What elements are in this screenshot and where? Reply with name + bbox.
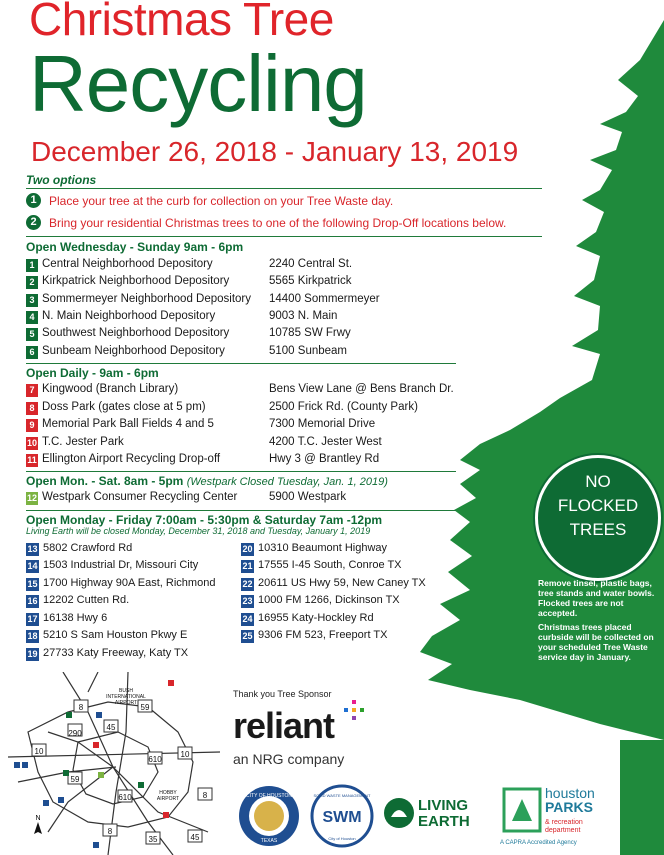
houston-parks-subtitle: & recreation department — [545, 819, 583, 834]
location-number: 10 — [26, 438, 37, 448]
location-address: 1000 FM 1266, Dickinson TX — [258, 594, 400, 606]
location-number: 17 — [27, 614, 38, 624]
svg-text:TEXAS: TEXAS — [260, 838, 278, 844]
highway-59-south: 59 — [70, 775, 80, 784]
badge-line-1: NO — [585, 472, 611, 491]
location-number: 2 — [26, 276, 38, 289]
section-heading-wed-sun: Open Wednesday - Sunday 9am - 6pm — [26, 240, 244, 254]
houston-parks-line-1: houston — [545, 785, 595, 801]
location-name: Kirkpatrick Neighborhood Depository — [42, 275, 230, 287]
location-address: 9306 FM 523, Freeport TX — [258, 629, 388, 641]
airport-label: BUSH — [119, 688, 133, 694]
location-name: Ellington Airport Recycling Drop-off — [42, 453, 221, 465]
divider — [26, 471, 456, 472]
location-address: 17555 I-45 South, Conroe TX — [258, 559, 402, 571]
divider — [26, 188, 542, 189]
title-line-2: Recycling — [29, 39, 367, 128]
location-name: Doss Park (gates close at 5 pm) — [42, 401, 206, 413]
highway-290: 290 — [68, 729, 82, 738]
highway-8-south: 8 — [107, 827, 113, 836]
location-name: Central Neighborhood Depository — [42, 258, 213, 270]
living-earth-logo-text: LIVING EARTH — [418, 797, 470, 830]
location-number: 21 — [242, 561, 253, 571]
location-number: 13 — [27, 544, 38, 554]
location-address: 16955 Katy-Hockley Rd — [258, 612, 374, 624]
location-number: 22 — [242, 579, 253, 589]
location-name: Sunbeam Neighborhood Depository — [42, 345, 225, 357]
location-name: Kingwood (Branch Library) — [42, 383, 179, 395]
hobby-label: HOBBY — [159, 790, 177, 796]
location-number: 24 — [242, 614, 253, 624]
section-heading-text: Open Mon. - Sat. 8am - 5pm — [26, 474, 184, 488]
svg-text:CITY OF HOUSTON: CITY OF HOUSTON — [246, 793, 292, 799]
location-number: 8 — [26, 402, 38, 415]
location-address: 4200 T.C. Jester West — [269, 436, 382, 448]
houston-parks-icon — [502, 787, 542, 833]
location-address: 27733 Katy Freeway, Katy TX — [43, 647, 189, 659]
location-address: 5900 Westpark — [269, 491, 347, 503]
badge-line-2: FLOCKED — [557, 496, 639, 515]
highway-59: 59 — [140, 703, 150, 712]
location-address: 12202 Cutten Rd. — [43, 594, 130, 606]
option-number: 2 — [26, 215, 41, 230]
highway-45-south: 45 — [190, 833, 200, 842]
location-address: 5565 Kirkpatrick — [269, 275, 352, 287]
location-map — [8, 672, 220, 855]
divider — [26, 510, 456, 511]
reliant-sparkle-icon — [340, 700, 370, 724]
svg-text:N: N — [35, 815, 41, 822]
location-number: 5 — [26, 328, 38, 341]
capra-accreditation: A CAPRA Accredited Agency — [500, 840, 577, 846]
living-earth-closure-note: Living Earth will be closed Monday, December 31, 2018 and Tuesday, January 1, 2019 — [26, 526, 371, 536]
location-address: 20611 US Hwy 59, New Caney TX — [258, 577, 426, 589]
svg-text:SWM: SWM — [322, 809, 362, 826]
location-address: Bens View Lane @ Bens Branch Dr. — [269, 383, 454, 395]
no-flocked-trees-badge — [535, 455, 661, 581]
option-1 — [26, 193, 393, 208]
tinsel-note: Remove tinsel, plastic bags, tree stands and water bowls. Flocked trees are not accepted. — [538, 578, 655, 618]
location-address: Hwy 3 @ Brantley Rd — [269, 453, 380, 465]
houston-parks-line-2: PARKS — [545, 799, 593, 815]
title-line-1: Christmas Tree — [29, 0, 334, 45]
location-name: Southwest Neighborhood Depository — [42, 327, 230, 339]
living-earth-leaf-icon — [383, 797, 415, 829]
curbside-note: Christmas trees placed curbside will be collected on your scheduled Tree Waste service day in January. — [538, 622, 654, 662]
airport-label: INTERNATIONAL — [106, 694, 146, 700]
location-number: 6 — [26, 346, 38, 359]
location-name: Westpark Consumer Recycling Center — [42, 491, 238, 503]
date-range: December 26, 2018 - January 13, 2019 — [31, 136, 519, 167]
location-address: 2500 Frick Rd. (County Park) — [269, 401, 418, 413]
highway-8: 8 — [78, 703, 84, 712]
section-heading-living-earth: Open Monday - Friday 7:00am - 5:30pm & Saturday 7am -12pm — [26, 513, 383, 527]
location-number: 3 — [26, 294, 38, 307]
svg-text:SOLID WASTE MANAGEMENT: SOLID WASTE MANAGEMENT — [313, 793, 371, 798]
location-address: 5100 Sunbeam — [269, 345, 348, 357]
location-number: 14 — [27, 561, 38, 571]
highway-35: 35 — [148, 835, 158, 844]
divider — [26, 236, 542, 237]
sponsor-thanks: Thank you Tree Sponsor — [233, 689, 332, 699]
location-number: 15 — [27, 579, 38, 589]
houston-parks-logo-text — [545, 786, 595, 814]
location-address: 16138 Hwy 6 — [43, 612, 108, 624]
hobby-label: AIRPORT — [156, 796, 180, 802]
svg-text:City of Houston: City of Houston — [328, 836, 356, 841]
location-number: 1 — [26, 259, 38, 272]
compass-icon — [34, 815, 42, 834]
location-number: 25 — [242, 631, 253, 641]
location-number: 23 — [242, 596, 253, 606]
location-address: 5210 S Sam Houston Pkwy E — [43, 629, 188, 641]
location-address: 2240 Central St. — [269, 258, 353, 270]
location-number: 7 — [26, 384, 38, 397]
two-options-label: Two options — [26, 173, 97, 187]
location-name: N. Main Neighborhood Depository — [42, 310, 216, 322]
solid-waste-management-icon — [310, 784, 374, 848]
location-address: 7300 Memorial Drive — [269, 418, 376, 430]
location-address: 14400 Sommermeyer — [269, 293, 380, 305]
reliant-logo-text: reliant — [233, 705, 335, 746]
badge-line-3: TREES — [569, 520, 627, 539]
location-name: Sommermeyer Neighborhood Depository — [42, 293, 252, 305]
highway-8-east: 8 — [202, 791, 208, 800]
nrg-tagline: an NRG company — [233, 751, 345, 767]
option-text: Place your tree at the curb for collection on your Tree Waste day. — [49, 193, 394, 208]
location-number: 20 — [242, 544, 253, 554]
location-number: 12 — [26, 493, 37, 503]
divider — [26, 363, 456, 364]
location-number: 18 — [27, 631, 38, 641]
location-number: 4 — [26, 311, 38, 324]
location-address: 9003 N. Main — [269, 310, 338, 322]
highway-45: 45 — [106, 723, 116, 732]
location-number: 19 — [27, 649, 38, 659]
location-address: 10310 Beaumont Highway — [258, 542, 388, 554]
airport-label: AIRPORT — [114, 700, 138, 706]
section-heading-daily: Open Daily - 9am - 6pm — [26, 366, 159, 380]
highway-10-east: 10 — [180, 750, 190, 759]
highway-610: 610 — [148, 755, 162, 764]
location-number: 9 — [26, 419, 38, 432]
section-heading-note: (Westpark Closed Tuesday, Jan. 1, 2019) — [186, 476, 388, 488]
location-address: 1700 Highway 90A East, Richmond — [43, 577, 216, 589]
location-address: 1503 Industrial Dr, Missouri City — [43, 559, 199, 571]
option-number: 1 — [26, 193, 41, 208]
location-number: 16 — [27, 596, 38, 606]
location-address: 10785 SW Frwy — [269, 327, 351, 339]
highway-610-south: 610 — [118, 793, 132, 802]
option-2 — [26, 215, 506, 230]
option-text: Bring your residential Christmas trees to one of the following Drop-Off locations below. — [49, 215, 507, 230]
highway-10-west: 10 — [34, 747, 44, 756]
city-of-houston-seal-icon — [237, 784, 301, 848]
location-number: 11 — [27, 455, 37, 465]
location-address: 5802 Crawford Rd — [43, 542, 133, 554]
section-heading-mon-sat — [26, 474, 388, 488]
location-name: T.C. Jester Park — [42, 436, 124, 448]
location-name: Memorial Park Ball Fields 4 and 5 — [42, 418, 214, 430]
